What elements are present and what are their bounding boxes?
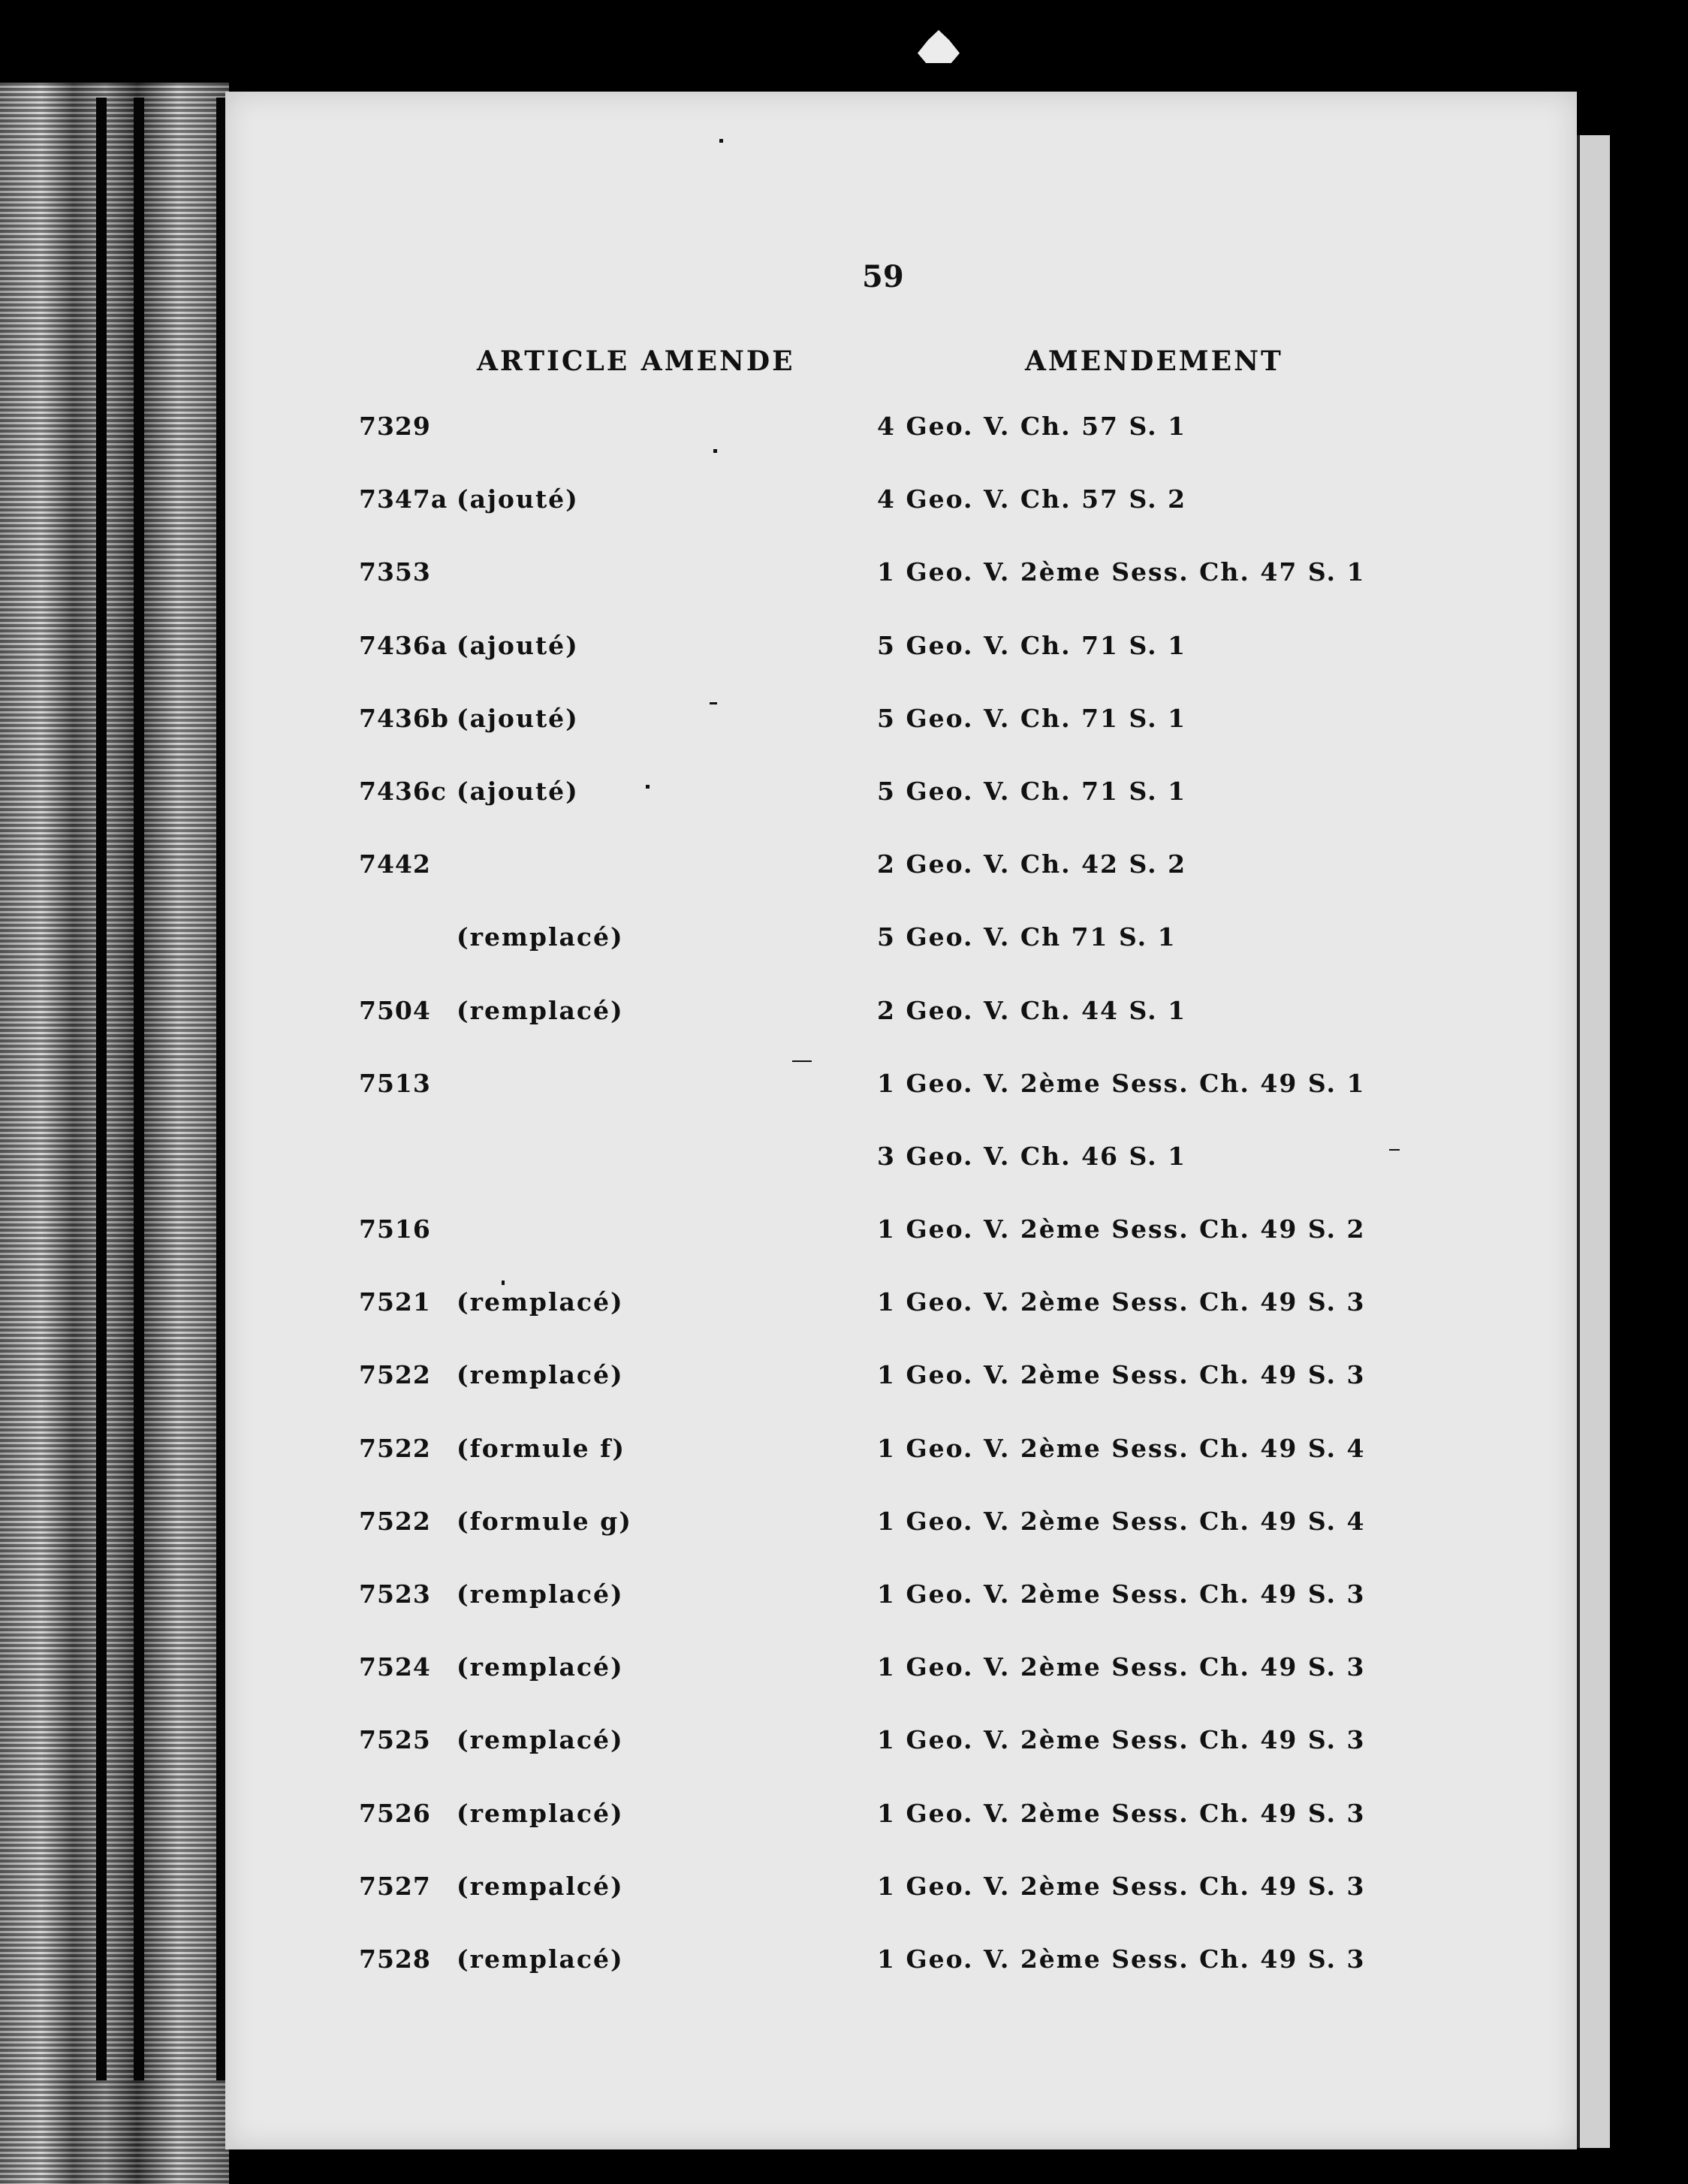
amendment-reference: 1 Geo. V. 2ème Sess. Ch. 49 S. 3 (877, 1360, 1366, 1390)
table-row (0, 484, 1688, 557)
amendment-reference: 1 Geo. V. 2ème Sess. Ch. 49 S. 4 (877, 1506, 1366, 1536)
article-note: (remplacé) (457, 1360, 624, 1390)
amendment-reference: 1 Geo. V. 2ème Sess. Ch. 49 S. 3 (877, 1579, 1366, 1609)
table-row (0, 1652, 1688, 1725)
table-row (0, 1725, 1688, 1798)
article-note: (remplacé) (457, 995, 624, 1025)
article-number: 7524 (359, 1652, 431, 1682)
article-note: (ajouté) (457, 484, 579, 514)
article-number: 7526 (359, 1798, 431, 1828)
article-note: (remplacé) (457, 1798, 624, 1828)
article-number: 7513 (359, 1068, 431, 1098)
amendment-reference: 5 Geo. V. Ch. 71 S. 1 (877, 703, 1187, 733)
speck (502, 1281, 505, 1285)
amendment-reference: 4 Geo. V. Ch. 57 S. 2 (877, 484, 1187, 514)
article-number: 7522 (359, 1506, 431, 1536)
table-row (0, 922, 1688, 995)
table-row (0, 412, 1688, 484)
amendment-reference: 5 Geo. V. Ch 71 S. 1 (877, 922, 1177, 952)
table-row (0, 557, 1688, 630)
amendment-reference: 1 Geo. V. 2ème Sess. Ch. 49 S. 4 (877, 1433, 1366, 1463)
article-note: (formule f) (457, 1433, 625, 1463)
table-row (0, 1287, 1688, 1360)
article-number: 7504 (359, 995, 431, 1025)
column-header-amendment: AMENDEMENT (1025, 345, 1283, 377)
amendment-table (0, 412, 1688, 2017)
article-number: 7442 (359, 849, 431, 879)
article-number: 7522 (359, 1433, 431, 1463)
article-number: 7516 (359, 1214, 431, 1244)
table-row (0, 1434, 1688, 1507)
table-row (0, 1872, 1688, 1944)
table-row (0, 1214, 1688, 1287)
article-number: 7528 (359, 1944, 431, 1974)
article-note: (ajouté) (457, 703, 579, 733)
table-row (0, 777, 1688, 849)
table-row (0, 1799, 1688, 1872)
table-row (0, 1069, 1688, 1142)
article-note: (ajouté) (457, 630, 579, 660)
article-number: 7353 (359, 557, 431, 587)
speck (713, 449, 717, 453)
table-row (0, 1142, 1688, 1214)
article-number: 7436c (359, 776, 447, 806)
speck (710, 702, 717, 704)
article-number: 7436a (359, 630, 448, 660)
article-note: (rempalcé) (457, 1871, 624, 1901)
article-number: 7329 (359, 412, 431, 441)
article-note: (remplacé) (457, 922, 624, 952)
article-number: 7436b (359, 703, 449, 733)
speck (719, 139, 723, 143)
article-note: (remplacé) (457, 1725, 624, 1755)
amendment-reference: 1 Geo. V. 2ème Sess. Ch. 49 S. 3 (877, 1652, 1366, 1682)
article-note: (formule g) (457, 1506, 632, 1536)
page-number: 59 (862, 259, 904, 294)
article-note: (remplacé) (457, 1944, 624, 1974)
article-number: 7525 (359, 1725, 431, 1755)
article-number: 7347a (359, 484, 448, 514)
column-header-article: ARTICLE AMENDE (477, 345, 795, 377)
speck (792, 1060, 812, 1062)
table-row (0, 996, 1688, 1069)
amendment-reference: 1 Geo. V. 2ème Sess. Ch. 47 S. 1 (877, 557, 1366, 587)
amendment-reference: 2 Geo. V. Ch. 42 S. 2 (877, 849, 1187, 879)
amendment-reference: 4 Geo. V. Ch. 57 S. 1 (877, 412, 1187, 441)
amendment-reference: 1 Geo. V. 2ème Sess. Ch. 49 S. 3 (877, 1944, 1366, 1974)
table-row (0, 1507, 1688, 1579)
article-note: (remplacé) (457, 1287, 624, 1317)
speck (1389, 1149, 1400, 1151)
table-row (0, 1944, 1688, 2017)
amendment-reference: 5 Geo. V. Ch. 71 S. 1 (877, 630, 1187, 660)
article-number: 7527 (359, 1871, 431, 1901)
article-note: (remplacé) (457, 1652, 624, 1682)
amendment-reference: 1 Geo. V. 2ème Sess. Ch. 49 S. 1 (877, 1068, 1366, 1098)
article-number: 7521 (359, 1287, 431, 1317)
speck (646, 785, 650, 789)
amendment-reference: 1 Geo. V. 2ème Sess. Ch. 49 S. 3 (877, 1725, 1366, 1755)
amendment-reference: 3 Geo. V. Ch. 46 S. 1 (877, 1141, 1187, 1171)
article-number: 7522 (359, 1360, 431, 1390)
article-note: (ajouté) (457, 776, 579, 806)
amendment-reference: 5 Geo. V. Ch. 71 S. 1 (877, 776, 1187, 806)
table-row (0, 704, 1688, 777)
table-row (0, 849, 1688, 922)
amendment-reference: 1 Geo. V. 2ème Sess. Ch. 49 S. 3 (877, 1871, 1366, 1901)
amendment-reference: 2 Geo. V. Ch. 44 S. 1 (877, 995, 1187, 1025)
table-row (0, 1360, 1688, 1433)
article-note: (remplacé) (457, 1579, 624, 1609)
film-blot (918, 30, 960, 63)
table-row (0, 1579, 1688, 1652)
amendment-reference: 1 Geo. V. 2ème Sess. Ch. 49 S. 2 (877, 1214, 1366, 1244)
amendment-reference: 1 Geo. V. 2ème Sess. Ch. 49 S. 3 (877, 1287, 1366, 1317)
table-row (0, 631, 1688, 704)
article-number: 7523 (359, 1579, 431, 1609)
amendment-reference: 1 Geo. V. 2ème Sess. Ch. 49 S. 3 (877, 1798, 1366, 1828)
